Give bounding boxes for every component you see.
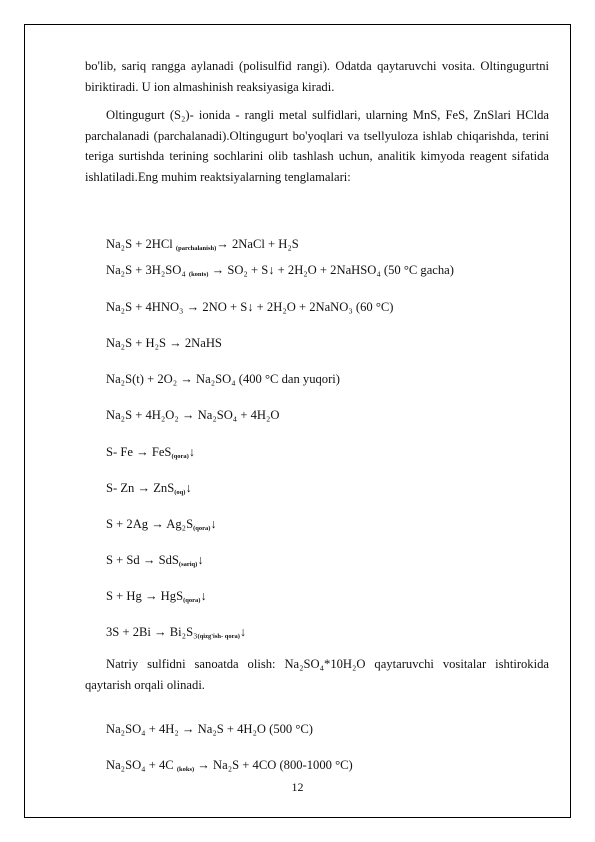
reaction-12: 3S + 2Bi → Bi₂S₃(qizg'ish- qora)↓ (106, 625, 247, 640)
reaction-3: Na₂S + 4HNO₃ → 2NO + S↓ + 2H₂O + 2NaNO₃ (60 °C) (106, 300, 394, 314)
reaction-13: Na₂SO₄ + 4H₂ → Na₂S + 4H₂O (500 °C) (106, 722, 314, 736)
reaction-1: Na₂S + 2HCl (parchalanish)→ 2NaCl + H₂S (106, 237, 299, 252)
document-body-2 (85, 654, 549, 695)
reaction-14: Na₂SO₄ + 4C (koks) → Na₂S + 4CO (800-1000 °C) (106, 758, 353, 773)
paragraph-1: bo'lib, sariq rangga aylanadi (polisulfid rangi). Odatda qaytaruvchi vosita. Oltingugurtni biriktiradi. U ion almashinish reaksiyasiga kiradi. (85, 59, 549, 94)
reaction-10: S + Sd → SdS(sariq)↓ (106, 553, 204, 568)
reaction-6: Na₂S + 4H₂O₂ → Na₂SO₄ + 4H₂O (106, 408, 280, 422)
page-number: 12 (291, 780, 304, 794)
reaction-9: S + 2Ag → Ag₂S(qora)↓ (106, 517, 217, 532)
paragraph-3: Natriy sulfidni sanoatda olish: Na₂SO₄*10H₂O qaytaruvchi vositalar ishtirokida qaytarish orqali olinadi. (85, 657, 549, 692)
document-body (85, 56, 549, 187)
reaction-4: Na₂S + H₂S → 2NaHS (106, 336, 222, 350)
reaction-2: Na₂S + 3H₂SO₄ (konts) → SO₂ + S↓ + 2H₂O + 2NaHSO₄ (50 °C gacha) (106, 263, 454, 278)
reaction-8: S- Zn → ZnS(oq)↓ (106, 481, 192, 496)
reaction-5: Na₂S(t) + 2O₂ → Na₂SO₄ (400 °C dan yuqori) (106, 372, 340, 386)
reaction-7: S- Fe → FeS(qora)↓ (106, 445, 196, 460)
paragraph-2: Oltingugurt (S₂)- ionida - rangli metal sulfidlari, ularning MnS, FeS, ZnSlari HClda parchalanadi (parchalanadi).Oltingugurt bo'yoqlari va tsellyuloza ishlab chiqarishda, terini teriga surtishda terining sochlarini olib tashlash uchun, analitik kimyoda reagent sifatida ishlatiladi.Eng muhim reaktsiyalarning tenglamalari: (85, 108, 549, 184)
reaction-11: S + Hg → HgS(qora)↓ (106, 589, 207, 604)
